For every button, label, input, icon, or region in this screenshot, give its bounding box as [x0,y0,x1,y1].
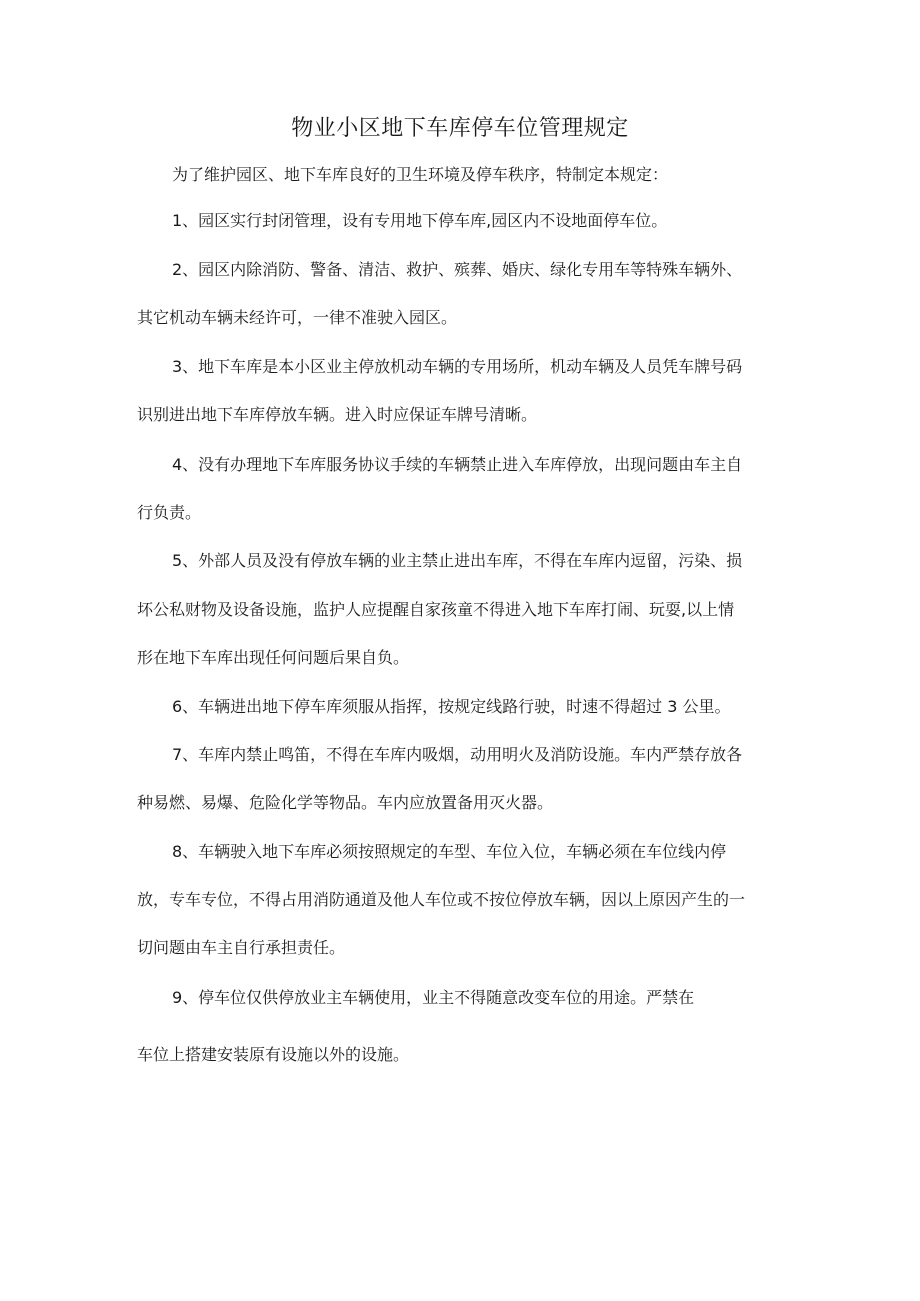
clause-7-line-1: 7、车库内禁止鸣笛，不得在车库内吸烟，动用明火及消防设施。车内严禁存放各 [172,745,743,764]
clause-2-line-2: 其它机动车辆未经许可，一律不准驶入园区。 [137,308,458,327]
clause-4-line-2: 行负责。 [137,503,202,522]
document-title: 物业小区地下车库停车位管理规定 [291,116,629,141]
clause-2-line-1: 2、园区内除消防、警备、清洁、救护、殡葬、婚庆、绿化专用车等特殊车辆外、 [172,260,743,279]
clause-5-line-1: 5、外部人员及没有停放车辆的业主禁止进出车库，不得在车库内逗留，污染、损 [172,551,743,570]
clause-5-line-3: 形在地下车库出现任何问题后果自负。 [137,648,410,667]
clause-6-line-1: 6、车辆进出地下停车库须服从指挥，按规定线路行驶，时速不得超过 3 公里。 [172,697,731,716]
clause-1-line-1: 1、园区实行封闭管理，设有专用地下停车库,园区内不设地面停车位。 [172,211,668,230]
clause-3-line-1: 3、地下车库是本小区业主停放机动车辆的专用场所，机动车辆及人员凭车牌号码 [172,357,743,376]
clause-8-line-3: 切问题由车主自行承担责任。 [137,938,346,957]
intro-line: 为了维护园区、地下车库良好的卫生环境及停车秩序，特制定本规定： [172,165,669,184]
clause-7-line-2: 种易燃、易爆、危险化学等物品。车内应放置备用灭火器。 [137,793,554,812]
clause-9-line-1: 9、停车位仅供停放业主车辆使用，业主不得随意改变车位的用途。严禁在 [172,988,695,1007]
clause-9-line-2: 车位上搭建安装原有设施以外的设施。 [137,1045,410,1064]
clause-8-line-2: 放，专车专位，不得占用消防通道及他人车位或不按位停放车辆，因以上原因产生的一 [137,890,746,909]
clause-4-line-1: 4、没有办理地下车库服务协议手续的车辆禁止进入车库停放，出现问题由车主自 [172,455,743,474]
clause-3-line-2: 识别进出地下车库停放车辆。进入时应保证车牌号清晰。 [137,405,538,424]
clause-8-line-1: 8、车辆驶入地下车库必须按照规定的车型、车位入位，车辆必须在车位线内停 [172,842,727,861]
clause-5-line-2: 坏公私财物及设备设施，监护人应提醒自家孩童不得进入地下车库打闹、玩耍,以上情 [137,600,735,619]
